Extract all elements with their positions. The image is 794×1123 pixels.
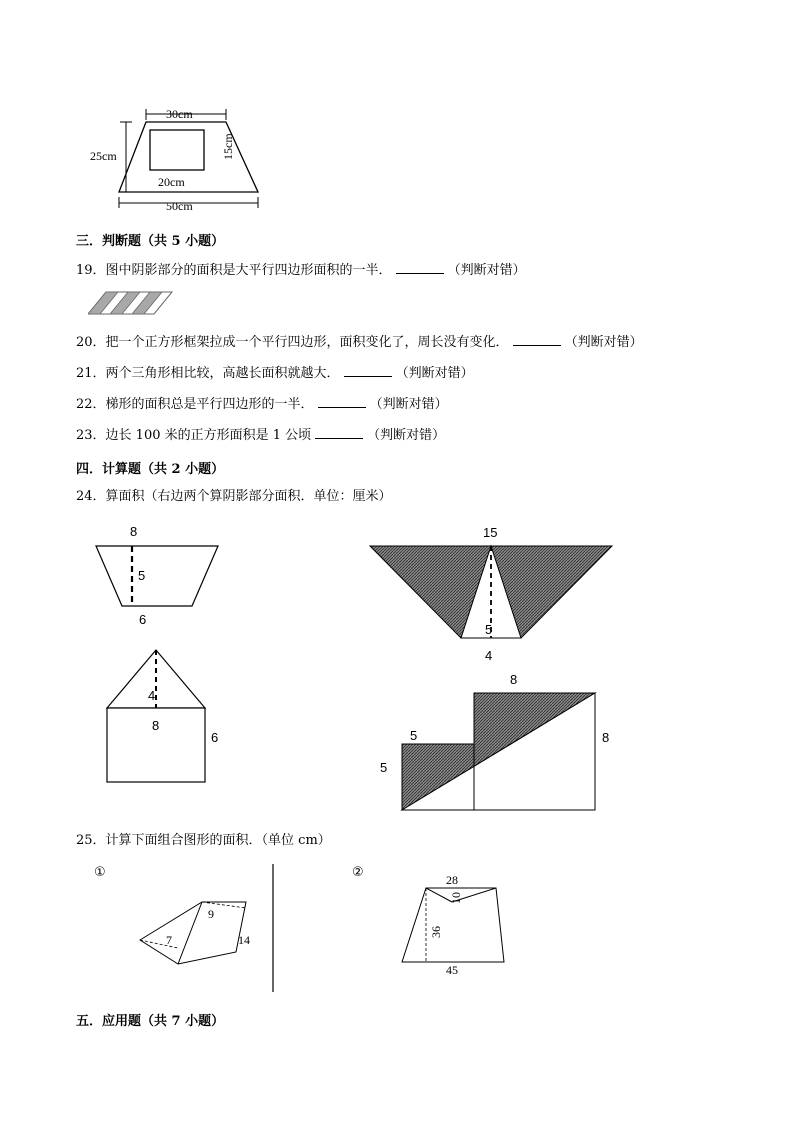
fig1-c-label: 14: [238, 933, 250, 947]
section5-title: 五．应用题（共 7 小题）: [76, 1014, 225, 1029]
trapezoid-shape: [96, 524, 218, 627]
house-w-label: 8: [152, 718, 160, 733]
trapezoid-figure: [86, 100, 276, 215]
steps-shaded: [380, 672, 609, 810]
fig2-b-label: 10: [449, 892, 463, 904]
question-21: 21．两个三角形相比较，高越长面积就越大． （判断对错）: [76, 366, 474, 381]
answer-blank[interactable]: [318, 395, 366, 408]
trap-h-label: 5: [138, 568, 146, 583]
combo-figure-1: [94, 864, 250, 964]
steps-step-label: 5: [410, 728, 418, 743]
label-top: 30cm: [166, 107, 193, 121]
steps-top-label: 8: [510, 672, 518, 687]
answer-blank[interactable]: [513, 333, 561, 346]
v-bottom-label: 4: [485, 648, 493, 663]
label-rect-w: 20cm: [158, 175, 185, 189]
steps-right-label: 8: [602, 730, 610, 745]
v-shape-shaded: [370, 525, 612, 663]
fig2-mark: ②: [352, 864, 364, 879]
section4-title: 四．计算题（共 2 小题）: [76, 462, 225, 477]
answer-blank[interactable]: [396, 261, 444, 274]
combo-figure-2: [352, 864, 504, 977]
fig2-c-label: 36: [429, 926, 443, 938]
fig1-mark: ①: [94, 864, 106, 879]
parallelogram-figure: [88, 290, 178, 316]
label-rect-h: 15cm: [221, 133, 235, 160]
trap-bottom-label: 6: [139, 612, 147, 627]
steps-left-label: 5: [380, 760, 388, 775]
fig1-a-label: 9: [208, 907, 214, 921]
fig2-d-label: 45: [446, 963, 458, 977]
trap-top-label: 8: [130, 524, 138, 539]
question-24: 24．算面积（右边两个算阴影部分面积．单位：厘米）: [76, 489, 392, 504]
question-20: 20．把一个正方形框架拉成一个平行四边形，面积变化了，周长没有变化． （判断对错）: [76, 335, 643, 350]
v-top-label: 15: [483, 525, 498, 540]
label-bottom: 50cm: [166, 199, 193, 213]
v-h-label: 5: [485, 622, 493, 637]
question-22: 22．梯形的面积总是平行四边形的一半． （判断对错）: [76, 397, 448, 412]
question-25: 25．计算下面组合图形的面积．（单位 cm）: [76, 833, 331, 848]
question-23: 23．边长 100 米的正方形面积是 1 公顷 （判断对错）: [76, 428, 446, 443]
answer-blank[interactable]: [315, 426, 363, 439]
house-h-label: 4: [148, 688, 156, 703]
question-19: 19．图中阴影部分的面积是大平行四边形面积的一半． （判断对错）: [76, 263, 526, 278]
house-side-label: 6: [211, 730, 219, 745]
fig1-b-label: 7: [166, 933, 172, 947]
q24-figures: [90, 518, 630, 818]
answer-blank[interactable]: [344, 364, 392, 377]
label-height: 25cm: [90, 149, 117, 163]
house-shape: [107, 650, 218, 782]
q25-figures: [90, 860, 520, 995]
section3-title: 三．判断题（共 5 小题）: [76, 234, 225, 249]
fig2-a-label: 28: [446, 873, 458, 887]
